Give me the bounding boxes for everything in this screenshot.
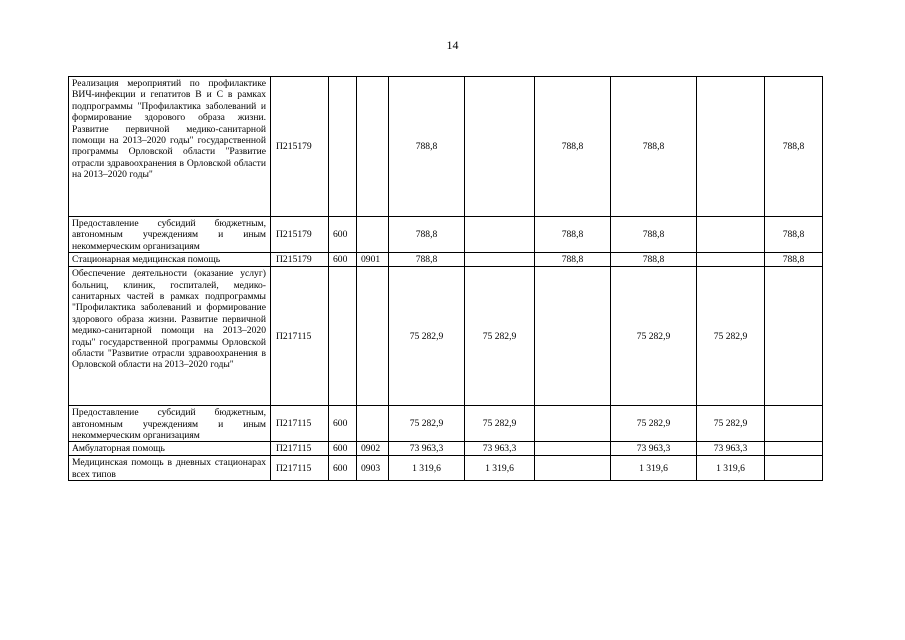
amount-cell: 788,8 [611,77,697,217]
amount-cell: 73 963,3 [465,442,535,456]
amount-cell: 1 319,6 [465,456,535,481]
amount-cell: 75 282,9 [389,267,465,406]
amount-cell: 73 963,3 [389,442,465,456]
amount-cell: 788,8 [389,253,465,267]
expense-type-code: 600 [329,406,357,442]
target-article-code: П217115 [271,406,329,442]
amount-cell [465,253,535,267]
amount-cell [697,253,765,267]
section-code: 0902 [357,442,389,456]
section-code: 0903 [357,456,389,481]
target-article-code: П215179 [271,253,329,267]
section-code [357,406,389,442]
amount-cell: 788,8 [535,77,611,217]
amount-cell: 788,8 [389,77,465,217]
section-code [357,77,389,217]
section-code: 0901 [357,253,389,267]
amount-cell: 788,8 [765,77,823,217]
amount-cell: 788,8 [765,253,823,267]
amount-cell: 788,8 [611,253,697,267]
section-code [357,267,389,406]
amount-cell: 788,8 [535,217,611,253]
amount-cell [535,267,611,406]
target-article-code: П215179 [271,77,329,217]
amount-cell: 788,8 [535,253,611,267]
target-article-code: П217115 [271,442,329,456]
amount-cell: 75 282,9 [465,267,535,406]
amount-cell: 75 282,9 [697,406,765,442]
amount-cell [765,442,823,456]
table-row [69,77,823,217]
target-article-code: П215179 [271,217,329,253]
table-row [69,253,823,267]
amount-cell: 788,8 [389,217,465,253]
table-row [69,267,823,406]
amount-cell [535,456,611,481]
amount-cell [465,77,535,217]
section-code [357,217,389,253]
table-row [69,406,823,442]
row-name: Медицинская помощь в дневных стационарах всех типов [69,456,271,481]
amount-cell: 1 319,6 [389,456,465,481]
amount-cell: 75 282,9 [465,406,535,442]
amount-cell: 1 319,6 [697,456,765,481]
expense-type-code: 600 [329,253,357,267]
amount-cell [535,442,611,456]
amount-cell [697,217,765,253]
expense-type-code: 600 [329,217,357,253]
expense-type-code [329,267,357,406]
row-name: Реализация мероприятий по профилактике ВИЧ-инфекции и гепатитов В и С в рамках подпрограммы "Профилактика заболеваний и формирование здорового образа жизни. Развитие первичной медико-санитарной помощи на 2013–2020 годы" государственной программы Орловской области "Развитие отрасли здравоохранения в Орловской области на 2013–2020 годы" [69,77,271,217]
expense-type-code [329,77,357,217]
page-number: 14 [446,38,459,52]
row-name: Обеспечение деятельности (оказание услуг) больниц, клиник, госпиталей, медико-санитарных частей в рамках подпрограммы "Профилактика заболеваний и формирование здорового образа жизни. Развитие первичной медико-санитарной помощи на 2013–2020 годы" государственной программы Орловской области "Развитие отрасли здравоохранения в Орловской области на 2013–2020 годы" [69,267,271,406]
row-name: Предоставление субсидий бюджетным, автономным учреждениям и иным некоммерческим организациям [69,406,271,442]
target-article-code: П217115 [271,267,329,406]
amount-cell: 1 319,6 [611,456,697,481]
amount-cell: 75 282,9 [697,267,765,406]
budget-table [68,76,823,481]
amount-cell [697,77,765,217]
row-name: Стационарная медицинская помощь [69,253,271,267]
amount-cell: 75 282,9 [611,267,697,406]
row-name: Предоставление субсидий бюджетным, автономным учреждениям и иным некоммерческим организациям [69,217,271,253]
table-row [69,456,823,481]
expense-type-code: 600 [329,442,357,456]
amount-cell [465,217,535,253]
row-name: Амбулаторная помощь [69,442,271,456]
table-row [69,442,823,456]
amount-cell: 788,8 [611,217,697,253]
expense-type-code: 600 [329,456,357,481]
amount-cell: 75 282,9 [611,406,697,442]
amount-cell: 73 963,3 [611,442,697,456]
amount-cell [765,456,823,481]
amount-cell: 73 963,3 [697,442,765,456]
amount-cell [765,406,823,442]
amount-cell: 788,8 [765,217,823,253]
amount-cell: 75 282,9 [389,406,465,442]
table-row [69,217,823,253]
amount-cell [765,267,823,406]
amount-cell [535,406,611,442]
target-article-code: П217115 [271,456,329,481]
